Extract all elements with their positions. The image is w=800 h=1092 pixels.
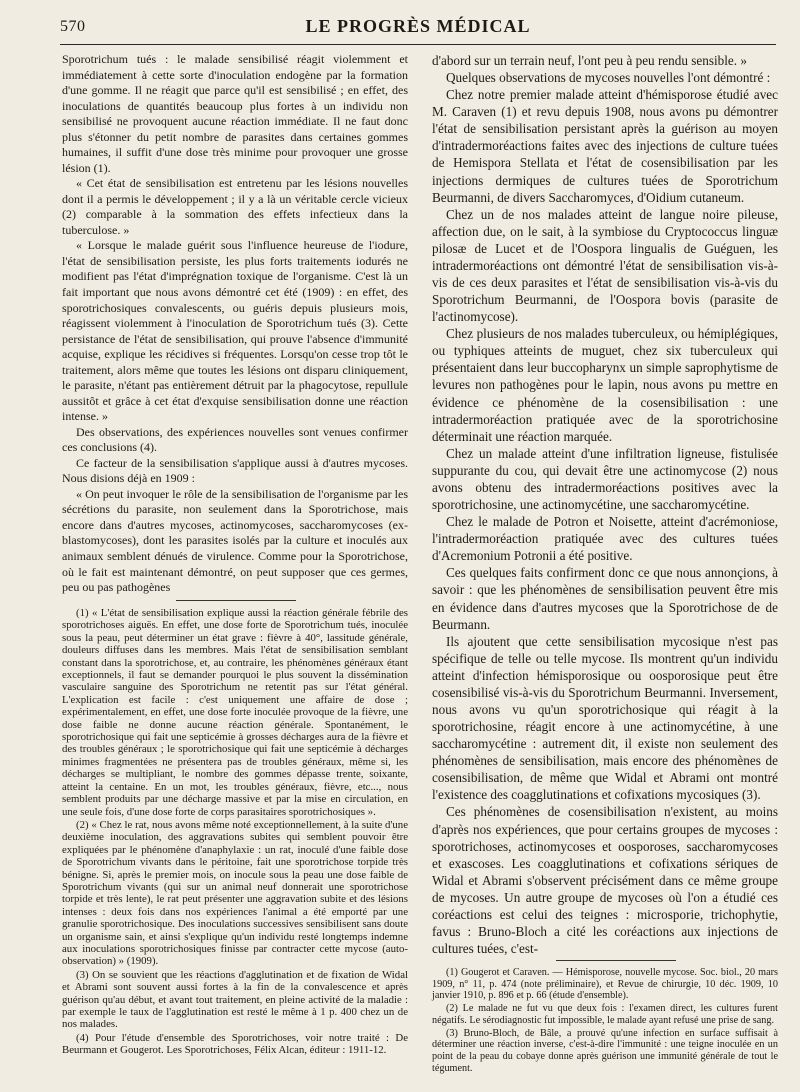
footnote: (2) « Chez le rat, nous avons même noté exceptionnellement, à la suite d'une deuxième inoculation, des aggravations subites qui semblent pouvoir être expliquées par le phénomène d'anaphylaxie : un rat, inoculé d'une faible dose de Sporotrichum vivants dans le péritoine, fait une sporotrichose torpide très bénigne. Si, après le premier mois, on inocule sous la peau une dose faible de Sporotrichum vivants (qui sur un animal neuf donnerait une sporotrichose torpide et très lente), le rat peut présenter une aggravation subite et des lésions intenses : deux fois dans nos expériences l'animal a été emporté par une granulie sporotrichosique. Des inoculations successives sensibilisent sans doute un organisme sain, et ainsi s'explique qu'un individu resté longtemps indemne aux inoculations sporotrichosiques finisse par contracter cette mycose (auto-observation) » (1909). [62,818,408,968]
paragraph: Sporotrichum tués : le malade sensibilisé réagit violemment et immédiatement à cette sorte d'inoculation endogène par la formation d'une gomme. Il ne réagit que parce qu'il est sensibilisé ; en effet, des inoculations de quantités beaucoup plus fortes à un individu non sensibilisé ne provoquent aucune réaction immédiate. Il ne faut donc plus s'étonner du petit nombre de parasites dans certaines gommes humaines, il suffit d'une dose très minime pour provoquer une grosse lésion (1). [62,52,408,175]
footnote: (1) Gougerot et Caraven. — Hémisporose, nouvelle mycose. Soc. biol., 20 mars 1909, n° 11, p. 474 (note préliminaire), et Revue de chirurgie, 10 déc. 1909, 10 janvier 1910, p. 896 et p. 66 (étude d'ensemble). [432,967,778,1002]
paragraph: Ils ajoutent que cette sensibilisation mycosique n'est pas spécifique de telle ou telle mycose. Ils montrent qu'un individu atteint d'infection hémisporosique ou oosporosique peut être cosensibilisé vis-à-vis du Sporotrichum Beurmanni. Inversement, nous avons vu qu'un sporotrichosique qui réagit à la sporotrichosine, réagit encore à une actinomycétine, à une saccharomycétine : autrement dit, il existe non seulement des phénomènes de sensibilisation, mais encore des phénomènes de cosensibilisation, de même que Widal et Abrami ont montré l'existence des coagglutinations et cofixations mycosiques (3). [432,633,778,803]
page-header [60,14,776,40]
journal-title: LE PROGRÈS MÉDICAL [305,16,531,36]
paragraph: d'abord sur un terrain neuf, l'ont peu à peu rendu sensible. » [432,53,747,68]
paragraph: « Cet état de sensibilisation est entretenu par les lésions nouvelles dont il a permis le développement ; il y a là un véritable cercle vicieux (2) comparable à la sommation des effets infectieux dans la tuberculose. » [62,176,408,237]
paragraph: Des observations, des expériences nouvelles sont venues confirmer ces conclusions (4). [62,424,408,455]
footnote: (1) « L'état de sensibilisation explique aussi la réaction générale fébrile des sporotrichoses aiguës. En effet, une dose forte de Sporotrichum tués, inoculée sous la peau, peut déterminer un état grave : fièvre à 40°, lassitude générale, douleurs diffuses dans les membres. Mais l'état de sensibilisation semblant constant dans la sporotrichose, et, au contraire, les phénomènes généraux étant exceptionnels, il faut se demander pourquoi le plus souvent la dissémination vasculaire sanguine des Sporotrichum ne retentit pas sur l'état général. L'explication est facile : c'est uniquement une affaire de dose ; expérimentalement, en effet, une dose forte inoculée provoque de la fièvre, une dose faible ne donne aucune réaction générale. Spontanément, le sporotrichosique qui fait une septicémie à grosses décharges aura de la fièvre et des troubles généraux ; le sporotrichosique qui fait une septicémie à décharges minimes fragmentées ne présentera pas de troubles généraux, même si, les décharges se multipliant, le nombre des gommes dépasse trente, soixante, atteint la centaine. En un mot, les troubles généraux, fièvre, etc..., nous semblent produits par une décharge massive et par la mise en circulation, en une seule fois, d'une dose forte de corps parasitaires sporotrichosiques ». [62,607,408,818]
paragraph: Chez un malade atteint d'une infiltration ligneuse, fistulisée suppurante du cou, qui devait être une actinomycose (2) nous avons obtenu des intradermoréactions positives avec la sporotrichosine, une actinomycétine, une saccharomycétine. [432,445,778,513]
paragraph: Chez un de nos malades atteint de langue noire pileuse, affection due, on le sait, à la symbiose du Cryptococcus linguæ pilosæ de Lucet et de l'Oospora lingualis de Guéguen, les intradermoréactions ont démontré l'état de sensibilisation vis-à-vis de ces deux parasites et l'état de sensibilisation vis-à-vis du Sporotrichum Beurmanni, de l'Oospora bovis (parasite de l'actinomycose). [432,206,778,325]
footnote-rule [556,960,676,961]
footnote-rule [176,600,296,601]
footnote: (3) Bruno-Bloch, de Bâle, a prouvé qu'une infection en surface suffisait à déterminer une réaction inverse, c'est-à-dire l'immunité : une teigne inoculée en un point de la peau du cobaye donne après guérison une immunité générale de tout le tégument. [432,1027,778,1074]
right-column [432,52,778,957]
left-column [62,52,408,596]
paragraph: Ce facteur de la sensibilisation s'applique aussi à d'autres mycoses. Nous disions déjà en 1909 : [62,455,408,486]
paragraph: « On peut invoquer le rôle de la sensibilisation de l'organisme par les sécrétions du parasite, non seulement dans la Sporotrichose, mais encore dans d'autres mycoses, actinomycoses, saccharomycoses (ex-blastomycoses), dont les parasites isolés par la culture et inoculés aux animaux semblent dénués de virulence. Comme pour la Sporotrichose, où le fait est maintenant démontré, on peut supposer que ces germes, peu ou pas pathogènes [62,486,408,595]
right-footnotes [432,967,778,1075]
paragraph: Ces phénomènes de cosensibilisation n'existent, au moins d'après nos expériences, que pour certains groupes de mycoses : sporotrichoses, actinomycoses et oosporoses, saccharomycoses et exascoses. Les coagglutinations et cofixations sériques de Widal et Abrami s'observent précisément dans ce même groupe de mycoses. Un autre groupe de mycoses où l'on a étudié ces coréactions est celui des teignes : microsporie, trichophytie, favus : Bruno-Bloch a cité les coréactions aux injections de cultures tuées, c'est- [432,804,778,957]
paragraph: « Lorsque le malade guérit sous l'influence heureuse de l'iodure, l'état de sensibilisation persiste, les plus forts traitements iodurés ne modifient pas l'état d'imprégnation toxique de l'organisme. C'est là un fait important que nous avons démontré cet été (1909) : en effet, des sporotrichosiques convalescents, ou guéris depuis plusieurs mois, réagissent violemment à l'inoculation de Sporotrichum tués (3). Cette persistance de l'état de sensibilisation, qui prouve l'absence d'immunité acquise, explique les récidives si fréquentes. Lorsqu'on cesse trop tôt le traitement, alors même que toutes les lésions ont disparu cliniquement, le parasite, n'étant pas entièrement détruit par la phagocytose, repullule aussitôt et grâce à cet état d'exquise sensibilisation donne une réaction intense. » [62,238,408,424]
paragraph: Quelques observations de mycoses nouvelles l'ont démontré : [446,70,771,86]
page-number: 570 [60,18,86,35]
paragraph: Chez notre premier malade atteint d'hémisporose étudié avec M. Caraven (1) et revu depuis 1908, nous avons pu démontrer l'état de sensibilisation persistant après la guérison au moyen d'intradermoréactions faites avec des injections de culture tuées de Hemispora Stellata et l'état de cosensibilisation par les injections dermiques de cultures tuées de Sporotrichum Beurmanni, de divers Saccharomyces, d'Oidium cutaneum. [432,87,778,205]
left-footnotes [62,607,408,1058]
header-rule [60,44,776,45]
paragraph: Chez le malade de Potron et Noisette, atteint d'acrémoniose, l'intradermoréaction pratiquée avec des cultures tuées d'Acremonium Potronii a été positive. [432,514,778,564]
footnote: (4) Pour l'étude d'ensemble des Sporotrichoses, voir notre traité : De Beurmann et Gougerot. Les Sporotrichoses, Félix Alcan, éditeur : 1911-12. [62,1031,408,1057]
paragraph: Ces quelques faits confirment donc ce que nous annonçions, à savoir : que les phénomènes de sensibilisation peuvent être mis en évidence dans d'autres mycoses que la Sporotrichose de de Beurmann. [432,565,778,632]
paragraph: Chez plusieurs de nos malades tuberculeux, ou hémiplégiques, ou typhiques atteints de muguet, chez six tuberculeux qui présentaient dans leur buccopharynx un simple saprophytisme de levures non pathogènes pour le lapin, nous avons pu mettre en évidence ce phénomène de la cosensibilisation : une intradermoréaction pratiquée avec de la sporotrichosine déterminait une réaction marquée. [432,326,778,444]
footnote: (2) Le malade ne fut vu que deux fois : l'examen direct, les cultures furent négatifs. Le sérodiagnostic fut impossible, le malade ayant refusé une prise de sang. [432,1003,778,1026]
footnote: (3) On se souvient que les réactions d'agglutination et de fixation de Widal et Abrami sont souvent aussi fortes à la fin de la convalescence et après guérison qu'au début, et avant tout traitement, en pleine activité de la maladie : par exemple le taux de l'agglutination est resté le même à 1 p. 400 chez un de nos malades. [62,968,408,1031]
